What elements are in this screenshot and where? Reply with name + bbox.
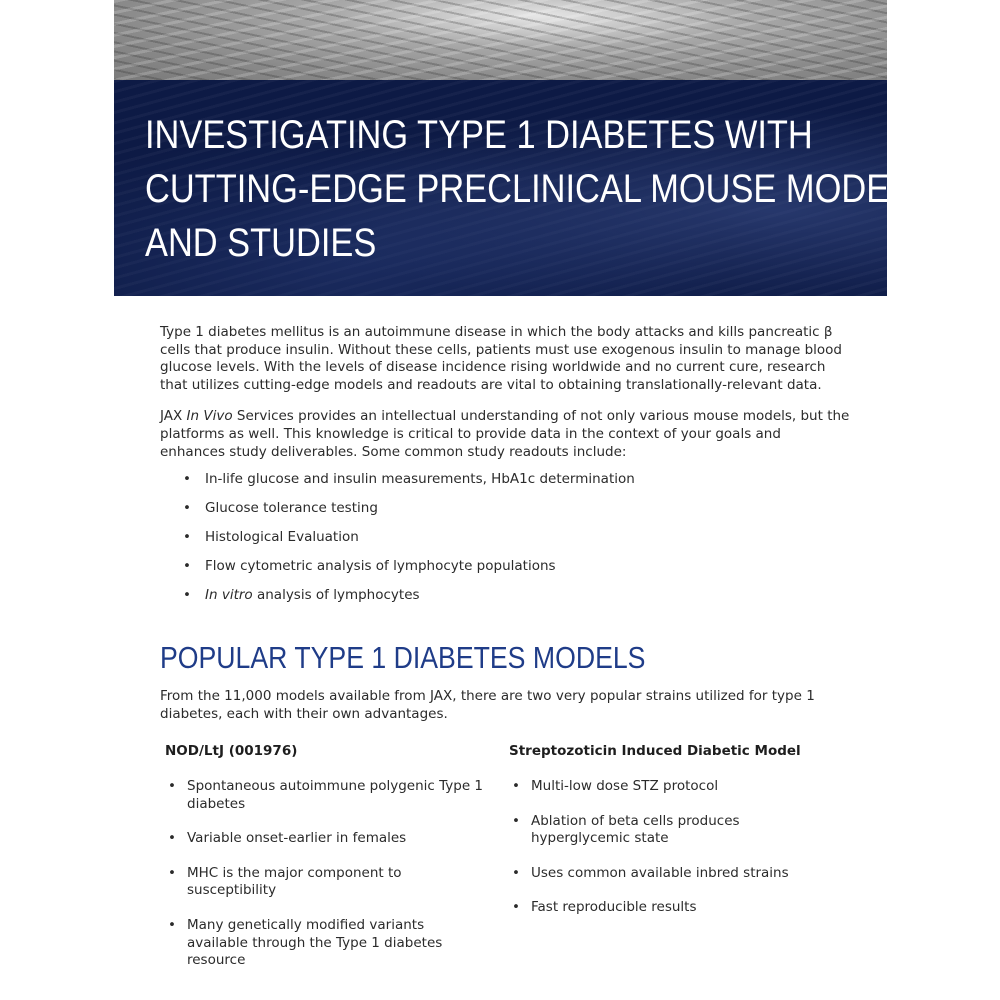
- list-item: [160, 587, 850, 616]
- bullet-icon: •: [168, 916, 176, 933]
- list-item: [165, 778, 485, 813]
- bullet-icon: •: [512, 899, 520, 916]
- page-title-line-2: CUTTING-EDGE PRECLINICAL MOUSE MODELS: [145, 167, 932, 211]
- bullet-icon: •: [183, 587, 191, 604]
- nod-model-title: NOD/LtJ (001976): [165, 743, 298, 759]
- bullet-icon: •: [183, 529, 191, 546]
- intro-paragraph-2: [160, 408, 850, 461]
- bullet-icon: •: [183, 558, 191, 575]
- header-photo: [114, 0, 887, 80]
- paragraph-2-italic: In Vivo: [186, 408, 233, 425]
- list-item: [160, 471, 850, 500]
- list-item-text: In-life glucose and insulin measurements, HbA1c determination: [205, 471, 635, 488]
- list-item-text: Variable onset-earlier in females: [187, 830, 407, 847]
- list-item-text: Ablation of beta cells produces hyperglycemic state: [531, 812, 740, 847]
- intro-paragraph-1: Type 1 diabetes mellitus is an autoimmune disease in which the body attacks and kills pancreatic β cells that produce insulin. Without these cells, patients must use exogenous insulin to manage blood glucose levels. With the levels of disease incidence rising worldwide and no current cure, research that utilizes cutting-edge models and readouts are vital to obtaining translationally-relevant data.: [160, 324, 842, 393]
- list-item-text: Uses common available inbred strains: [531, 864, 789, 881]
- list-item: [160, 500, 850, 529]
- list-item: [509, 778, 829, 796]
- bullet-icon: •: [168, 864, 176, 881]
- list-item: [165, 865, 485, 900]
- list-item-text: Fast reproducible results: [531, 899, 697, 916]
- list-item: [509, 813, 829, 848]
- models-intro: From the 11,000 models available from JAX, there are two very popular strains utilized for type 1 diabetes, each with their own advantages.: [160, 688, 815, 722]
- page-title-line-3: AND STUDIES: [145, 221, 377, 265]
- list-item-text: Spontaneous autoimmune polygenic Type 1 diabetes: [187, 778, 484, 812]
- nod-model-column: [165, 742, 485, 987]
- stz-model-list: [509, 778, 829, 917]
- list-item-text: analysis of lymphocytes: [252, 587, 420, 604]
- page-title: [145, 108, 932, 270]
- list-item-italic: In vitro: [205, 587, 253, 604]
- nod-model-list: [165, 778, 485, 970]
- bullet-icon: •: [512, 812, 520, 829]
- stz-model-title: Streptozoticin Induced Diabetic Model: [509, 743, 801, 759]
- bullet-icon: •: [168, 830, 176, 847]
- readouts-list: [160, 471, 850, 616]
- bullet-icon: •: [183, 500, 191, 517]
- section-heading: POPULAR TYPE 1 DIABETES MODELS: [160, 640, 646, 675]
- list-item-text: Glucose tolerance testing: [205, 500, 378, 517]
- list-item-text: Multi-low dose STZ protocol: [531, 778, 719, 794]
- list-item: [165, 830, 485, 848]
- bullet-icon: •: [512, 778, 520, 794]
- list-item: [165, 917, 485, 970]
- stz-model-column: [509, 742, 829, 934]
- paragraph-2-rest: Services provides an intellectual understanding of not only various mouse models, but the platforms as well. This knowledge is critical to provide data in the context of your goals and enhances study deliverables. Some common study readouts include:: [160, 408, 850, 460]
- list-item: [509, 899, 829, 917]
- list-item: [509, 865, 829, 883]
- list-item: [160, 529, 850, 558]
- bullet-icon: •: [183, 471, 191, 488]
- list-item: [160, 558, 850, 587]
- list-item-text: Flow cytometric analysis of lymphocyte populations: [205, 558, 556, 575]
- page-title-line-1: INVESTIGATING TYPE 1 DIABETES WITH: [145, 113, 813, 157]
- bullet-icon: •: [168, 778, 176, 794]
- intro-section: [160, 324, 850, 616]
- bullet-icon: •: [512, 864, 520, 881]
- list-item-text: Histological Evaluation: [205, 529, 359, 546]
- list-item-text: Many genetically modified variants available through the Type 1 diabetes resource: [187, 916, 443, 969]
- paragraph-2-prefix: JAX: [160, 408, 187, 425]
- list-item-text: MHC is the major component to susceptibility: [187, 864, 402, 899]
